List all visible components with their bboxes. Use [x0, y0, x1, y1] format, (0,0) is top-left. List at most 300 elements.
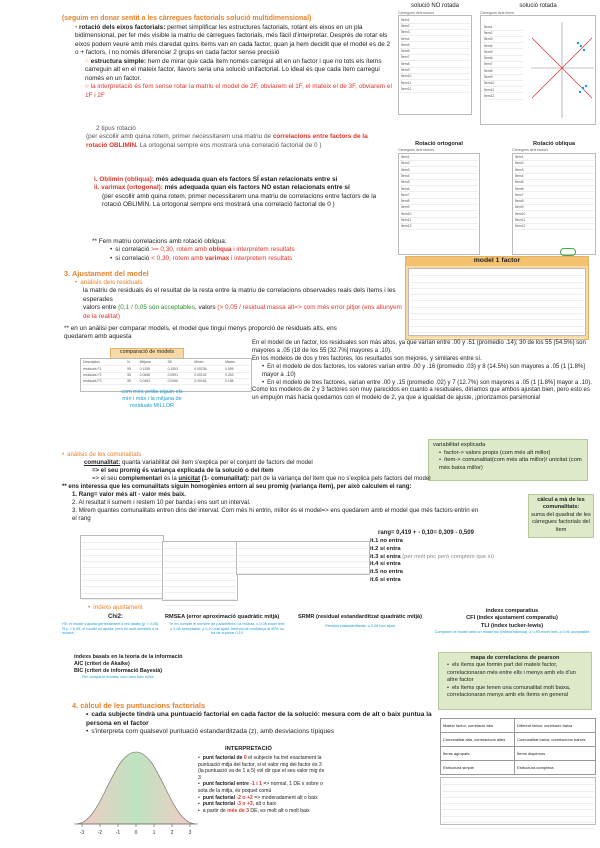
item-label: Ítem1: [514, 155, 574, 161]
point: [583, 49, 585, 51]
si2-c: varimax: [204, 254, 230, 262]
cfi-text: Comparen el model amb un model nul (independència). ≥ 0,95 excel·lent; ≥ 0,90 acceptable: [434, 630, 590, 635]
comunalitats-section: [62, 451, 482, 523]
valors-a: valors entre: [83, 304, 117, 312]
table-cell: Comunalitat alta, correlacions altes: [441, 733, 515, 747]
comunalitats-table: [82, 537, 162, 600]
punt-title: 4. càlcul de les puntuacions factorials: [72, 701, 206, 710]
item-label: Ítem6: [483, 55, 523, 61]
table-cell: [485, 332, 510, 338]
si1-c: obliqua: [208, 246, 232, 254]
table-cell: [290, 568, 316, 574]
table-cell: Diferent factor, correlació baixa: [515, 719, 596, 733]
table-cell: [534, 332, 559, 338]
def-text: quanta variabilitat del ítem s'explica per el conjunt de factors del model: [121, 459, 313, 467]
item-label: Ítem8: [514, 198, 574, 204]
punt-b1: cada subjecte tindrà una puntuació factorial en cada factor de la solució: mesura com de alt o baix puntua la persona en el factor: [86, 711, 432, 727]
table-row: [82, 593, 162, 599]
residus-explanation: [252, 340, 594, 403]
l2e: (1- comunalitat):: [201, 475, 250, 483]
l2f: part de la variança del ítem que no s'explica pels factors del model: [250, 475, 431, 483]
teoria-text: Per comparar models: com més baix millor: [82, 675, 154, 680]
corr-matrix-box: [440, 777, 596, 825]
interp-red: la interpretació és fem sense rotar la matriu el model de 2F, obviarem el 1F, el mateix el de 3F, obviarem el 1F i 2F: [85, 83, 392, 99]
item-label: Ítem9: [400, 67, 453, 73]
tick-label: 1: [152, 830, 156, 836]
si1-d: i interpretem resultats: [233, 246, 295, 254]
corr-grid: [440, 718, 596, 825]
table-cell: residuals F3: [82, 378, 126, 384]
rotada-title: solució rotada: [519, 3, 557, 9]
right-para1: En el model de un factor, los residuales son más altos, ya que varían entre .00 y .51 (promedio .14); 30 de los 55 (54.5%) son mayores a .05 (18 de los 55 [32.7%] mayores a .10).: [252, 340, 586, 354]
table-cell: [109, 593, 136, 599]
oblimin-text: més adequada quan els factors SÍ estan relacionats entre sí: [155, 176, 338, 183]
entra-item: [370, 569, 510, 577]
item-label: Ítem8: [483, 68, 523, 74]
table-row: [238, 568, 368, 574]
table-cell: [316, 568, 342, 574]
item-label: Ítem12: [400, 223, 459, 229]
chi2-label: Chi2:: [108, 614, 123, 620]
column-header: Mínim: [193, 360, 224, 366]
varimax-note: (per escollir amb quina rotem, primer necessitarem una matriu de correlacions entre factors de la rotació OBLIMIN. La ortogonal sempre ens mostrarà una correlació factorial de 0 ): [102, 192, 377, 209]
obliqua-sub: Càrregues dels factors: [512, 148, 549, 153]
comunalitats-table3-box: [236, 541, 370, 575]
table-cell: [182, 599, 200, 605]
item-label: Ítem9: [514, 205, 574, 211]
table-cell: Mateix factor, correlació alta: [441, 719, 515, 733]
fem-text: ** Fem matriu correlacions amb rotació obliqua:: [92, 238, 227, 245]
table-cell: [218, 599, 236, 605]
table-cell: 0.00236: [193, 366, 224, 372]
item-label: Ítem6: [514, 186, 574, 192]
entra-label: it.1 no entra: [370, 538, 403, 544]
table-cell: 0.0591: [167, 372, 194, 378]
table-cell: [342, 568, 368, 574]
table-cell: [543, 823, 568, 829]
table-cell: 0.1553: [167, 366, 194, 372]
no-rotada-title: solució NO rotada: [410, 3, 460, 9]
item-label: Ítem2: [483, 30, 523, 36]
l2a: => el seu: [92, 475, 118, 483]
right-b2: En el modelo de tres factores, varían entre .00 y .15 (promedio .02) y 7 (12.7%) son mayores a .05 (1 [1.8%] mayor a .10).: [267, 379, 592, 386]
table-cell: [509, 332, 534, 338]
fig-ortogonal: [398, 141, 480, 255]
item-label: Ítem10: [514, 211, 574, 217]
mapa-b2: els ítems que tenen una comunalitat molt baixa, correlacionaran menys amb els ítems en general: [447, 684, 571, 698]
comp-table-box: [80, 358, 252, 392]
comp-title: comparació de models: [110, 348, 184, 360]
index-title-row: [88, 604, 143, 612]
srmr-text: Residus estandarditzats. ≤ 0,08 bon ajust: [325, 624, 395, 628]
table-cell: [559, 332, 584, 338]
com-l3: ** ens interessa que les comunalitats siguin homogènies entorn al seu promig (variança ítem), per això calculem el rang:: [62, 483, 412, 491]
table-cell: Ítems agrupats: [441, 747, 515, 761]
item-label: Ítem2: [400, 160, 459, 166]
ortogonal-loadings: [400, 155, 478, 231]
table-cell: [264, 568, 290, 574]
table-cell: [467, 823, 492, 829]
interp-title: INTERPRETACIÓ: [225, 746, 272, 752]
table-cell: 55: [126, 378, 138, 384]
p3a: punt factorial: [202, 794, 236, 801]
right-b1: En el modelo de dos factores, los valores varían entre .00 y .16 (promedio .03) y 8 (14.5%) son mayores a .05 (1 [1.8%] mayor a .10): [262, 363, 585, 378]
table-cell: [584, 223, 594, 229]
mapa-box: [438, 652, 592, 710]
table-cell: Ítems dispersos: [515, 747, 596, 761]
chi2-text: H0: el model s'ajusta perfectament a les dades (p > 0,05). Si p < 0,05, el model no ajusta; però és molt sensible a la mostra: [62, 622, 160, 636]
ortogonal-table: [398, 153, 480, 255]
table-cell: [493, 823, 518, 829]
punt-b2: s'interpreta com qualsevol puntuació estandarditzada (z), amb desviacions típiques: [91, 728, 335, 736]
estructura-title: estructura simple:: [90, 57, 147, 65]
si2-a: si correlació: [115, 254, 150, 262]
table-cell: [435, 332, 460, 338]
bell-curve: [70, 742, 202, 842]
table-cell: 0.263: [224, 372, 250, 378]
ortogonal-sub: Càrregues dels factors: [398, 148, 435, 153]
p5c: DE, es molt alt o molt baix: [250, 807, 310, 814]
fig-obliqua: [512, 141, 596, 255]
item-label: Ítem5: [400, 179, 459, 185]
table-row: [441, 747, 596, 761]
no-rotada-table: [398, 15, 472, 115]
fem-matriu: [92, 238, 392, 263]
item-points: [577, 42, 587, 93]
entra-item: [370, 561, 510, 569]
item-label: Ítem11: [514, 217, 574, 223]
si1-a: si correlació: [115, 246, 150, 254]
p5a: a partir de: [202, 807, 226, 814]
item-label: Ítem6: [400, 48, 453, 54]
table-cell: [200, 599, 218, 605]
variabilitat-b1: factor-> valors propis (com més alt millor): [444, 449, 551, 456]
p1a: punt factorial de: [202, 755, 243, 761]
entra-label: it.6 sí entra: [370, 577, 401, 584]
column-header: Mitjana: [139, 360, 167, 366]
index-title: índexs ajustament: [93, 604, 143, 611]
entra-label: it.2 sí entra: [370, 545, 401, 552]
column-header: DE: [167, 360, 194, 366]
table-row: [164, 599, 236, 605]
model1-title: model 1 factor: [406, 257, 588, 266]
ajustament-title: 3. Ajustament del model: [64, 269, 149, 278]
obliqua-loadings: [514, 155, 594, 231]
tick-label: -2: [97, 830, 103, 836]
interp-list: [198, 755, 328, 814]
p2c: => normal, 1 DE x sobre o sota de la mitja, és poquet comú: [198, 781, 323, 795]
item-label: Ítem3: [483, 36, 523, 42]
p4b: -3 o +3,: [236, 801, 255, 808]
bic-label: BIC (criteri de informació Bayesià): [74, 668, 163, 675]
teoria-block: [74, 654, 234, 680]
si2-b: < 0,30, rotem amb: [151, 254, 204, 262]
top-heading: (seguim en donar sentit a les càrregues factorials solució multidimensional): [62, 15, 312, 22]
tick-label: -1: [115, 830, 121, 836]
comunalitats-table2: [164, 543, 236, 606]
comunalitats-table-box: [80, 535, 164, 599]
ortogonal-title: Rotació ortogonal: [415, 141, 463, 147]
table-cell: [410, 332, 435, 338]
table-cell: 0.0463: [139, 378, 167, 384]
comunalitats-table2-box: [162, 541, 238, 601]
tick-label: 0: [134, 830, 138, 836]
entra-item: [370, 546, 510, 554]
rotacio-title: rotació dels eixos factorials:: [79, 24, 166, 31]
residus-text: la matriu de residuals és el resultat de la resta entre la matriu de correlacions observades reals dels ítems i les esperades: [83, 287, 396, 303]
p1b: 0: [243, 755, 247, 761]
item-label: Ítem12: [483, 93, 523, 99]
varimax-label: ii. varimax (ortogonal):: [94, 184, 163, 192]
item-label: Ítem4: [400, 36, 453, 42]
p1c: el subjecte ha tret exactament la puntuació mitja del factor, si el valor mig del factor és 3 (la puntuació va de 1 a 5) vol dir que el seu valor mig és 3: [198, 755, 325, 781]
fig-rotada: [480, 3, 596, 125]
table-cell: residuals F2: [82, 372, 126, 378]
rotada-labels: [483, 24, 523, 100]
corr-grid-table: [440, 718, 596, 775]
table-cell: 0.00132: [193, 372, 224, 378]
tipus-red: correlacions entre factors de la rotació OBLIMIN.: [86, 133, 368, 149]
varimax-text: més adequada quan els factors NO estan relacionats entre sí: [164, 184, 350, 192]
table-cell: [135, 593, 162, 599]
p2b: -1 i 1: [250, 781, 262, 788]
cfi-label: CFI (índex ajustament comparatiu): [466, 615, 558, 622]
item-label: Ítem1: [400, 155, 459, 161]
fig-no-rotada: [398, 3, 472, 115]
entra-item: [370, 538, 510, 546]
calcul-title: càlcul a mà de les comunalitats:: [537, 497, 585, 511]
variabilitat-b2: ítem-> comunalitat(com més alta millor)/ unicitat (com més baixa millor): [439, 457, 582, 471]
comunalitats-table3: [238, 543, 368, 574]
table-cell: [238, 568, 264, 574]
rotation-axes-plot: [526, 18, 596, 122]
mapa-title: mapa de correlacions de pearson: [470, 655, 560, 661]
model1-table: [410, 270, 584, 339]
com-n1: 1. Rang= valor més alt - valor més baix.: [72, 491, 186, 499]
item-label: Ítem9: [400, 205, 459, 211]
model1-box: [405, 256, 589, 340]
l2c: és la: [163, 475, 177, 483]
item-label: Ítem1: [400, 17, 453, 23]
oblimin-varimax: [94, 176, 394, 210]
highlight-circle: [560, 248, 576, 256]
oblimin-label: i. Oblimin (obliqua):: [94, 176, 154, 183]
table-cell: 0.00164: [193, 378, 224, 384]
comp-table: [82, 360, 250, 385]
table-row: [82, 378, 250, 384]
right-para2: En los modelos de dos y tres factores, los resultados son mejores, y similares entre sí.: [252, 355, 482, 362]
item-label: Ítem7: [514, 192, 574, 198]
item-label: Ítem11: [400, 80, 453, 86]
bell-shape: [76, 752, 196, 824]
comparativa-title: índexs comparatius: [485, 608, 539, 614]
item-label: Ítem6: [400, 186, 459, 192]
calcul-text: suma del quadrat de les càrregues factorials del ítem: [531, 511, 591, 533]
item-label: Ítem10: [400, 211, 459, 217]
aic-label: AIC (criteri de Akaike): [74, 661, 130, 668]
p2a: punt factorial entre: [202, 781, 249, 788]
item-label: Ítem1: [483, 24, 523, 30]
bell-ticks: [80, 824, 192, 836]
table-cell: 0.0466: [167, 378, 194, 384]
com-n3: 3. Mirem quantes comunalitats entren dins del interval. Com més hi entrin, millor és el model=> ens quedarem amb el model que més factors entrin en el rang: [72, 507, 479, 523]
l2b: complementari: [118, 475, 163, 483]
table-cell: Comunalitat baixa, correlacions baixes: [515, 733, 596, 747]
table-cell: 0.1308: [139, 366, 167, 372]
table-cell: [459, 223, 469, 229]
p3b: -2 o +2: [236, 794, 253, 801]
obliqua-table: [512, 153, 596, 255]
model1-table-box: [408, 268, 586, 336]
entra-label: it.5 no entra: [370, 569, 403, 576]
table-cell: [518, 823, 543, 829]
rotacio-section: • rotació dels eixos factorials: permet simplificar les estructures factorials, rotant els eixos en un pla bidimensional, per fer més visible la matriu de càrregues factorials, més fàcil d'interpretar. Després de rotar els eixos podem veure amb més claredat quins ítems van en cada factor, quan ja hem decidit que el model es de 2 o + factors, i no només diferenciar 2 grups en cada factor sense precisió ○ estructura simple: hem de mirar que cada ítem només carregui alt en un factor i que no tots els ítems carreguin alt en el mateix factor, llavors seria una solució unifactorial. Lo ideal és que cada ítem carregui només en un factor. ○ la interpretació és fem sense rotar la matriu el model de 2F, obviarem el 1F, el mateix el de 3F, obviarem el 1F i 2F: [75, 24, 392, 99]
entra-list: [370, 538, 510, 585]
tick-label: 2: [170, 830, 174, 836]
mapa-b1: els ítems que formin part del mateix factor, correlacionaran més entre ells i menys amb els d'un altre factor: [447, 662, 576, 684]
item-label: Ítem7: [483, 62, 523, 68]
item-label: Ítem5: [400, 42, 453, 48]
item-label: Ítem3: [400, 29, 453, 35]
valors-c: valors: [198, 304, 216, 312]
table-cell: [164, 599, 182, 605]
point: [579, 91, 581, 93]
tipus-b: La ortogonal sempre ens mostrarà una correlació factorial de 0 ): [139, 141, 322, 149]
residus-title: anàlisis dels residuals: [80, 279, 143, 286]
rotada-sub: Càrregues dels ítems: [480, 10, 515, 15]
table-cell: [461, 86, 470, 92]
residus-section: [75, 279, 405, 321]
p4c: alt o baix: [255, 801, 276, 808]
table-row: [400, 86, 470, 92]
rotacio-text: permet simplificar les estructures factorials, rotant els eixos en un pla bidimensional, per fer més visible la matriu de càrregues factorials, més fàcil d'interpretar. Després de rotar els eixos podem veure amb més claredat quins ítems van en cada factor, quan ja hem decidit que el model es de 2 o + factors, i no només diferenciar 2 grups en cada factor sense precisió: [75, 24, 391, 57]
entra-item: [370, 577, 510, 585]
tipus-title: 2 tipus rotació: [96, 125, 136, 132]
item-label: Ítem7: [400, 55, 453, 61]
def-label: comunalitat:: [84, 459, 121, 467]
item-label: Ítem8: [400, 198, 459, 204]
table-cell: [460, 332, 485, 338]
item-label: Ítem4: [400, 173, 459, 179]
table-row: [441, 733, 596, 747]
item-label: Ítem7: [400, 192, 459, 198]
valors-d: (> 0,05 / residual massa alt=> com més error pitjor (ens allunyem de la realitat): [83, 304, 402, 320]
column-header: N: [126, 360, 138, 366]
item-label: Ítem4: [514, 173, 574, 179]
table-cell: 0.185: [224, 378, 250, 384]
comp-note: com més petits siguin els mín i màx i la mitjana de residuals MILLOR: [121, 389, 183, 409]
item-label: Ítem5: [514, 179, 574, 185]
p5b: més de 3: [227, 807, 249, 814]
table-cell: 0.595: [224, 366, 250, 372]
tli-label: TLI (índex tucker-lewis): [480, 622, 544, 629]
item-label: Ítem3: [400, 167, 459, 173]
item-label: Ítem4: [483, 43, 523, 49]
item-label: Ítem12: [514, 223, 574, 229]
item-label: Ítem11: [400, 217, 459, 223]
tipus-a: (per escollir amb quina rotem, primer necessitarem una matriu de: [86, 133, 272, 141]
entra-label: it.4 sí entra: [370, 561, 401, 568]
obliqua-title: Rotació obliqua: [533, 141, 575, 147]
table-cell: Estructura complexa: [515, 761, 596, 775]
table-row: [400, 223, 478, 229]
entra-label: it.3 sí entra: [370, 553, 401, 560]
item-label: Ítem11: [483, 87, 523, 93]
table-row: [441, 761, 596, 775]
table-row: [441, 719, 596, 733]
rotada-plot: [480, 15, 596, 125]
p3c: => moderadament alt o baix: [254, 794, 318, 801]
rmsea-label: RMSEA (error aproximació quadràtic mitjà): [165, 614, 280, 620]
rotada-loadings: [483, 24, 523, 100]
entra-item: [370, 554, 510, 562]
variabilitat-title: variabilitat explicada: [433, 442, 486, 448]
entra-note: (per molt poc però comptem que sí): [400, 553, 495, 560]
table-cell: [569, 823, 594, 829]
valors-b: (0,1 / 0,05 són acceptables,: [118, 304, 197, 312]
point: [577, 42, 579, 44]
item-label: Ítem5: [483, 49, 523, 55]
punt-bullets: [86, 711, 436, 737]
si1-b: >= 0,30, rotem amb: [151, 246, 207, 254]
item-label: Ítem2: [400, 23, 453, 29]
entra-items: [370, 538, 510, 585]
column-header: Màxim: [224, 360, 250, 366]
corr-matrix: [442, 779, 594, 829]
point: [580, 45, 582, 47]
table-cell: Estructura simple: [441, 761, 515, 775]
table-cell: residuals F1: [82, 366, 126, 372]
com-l1: => el seu promig és variança explicada de la solució o del ítem: [92, 467, 274, 475]
no-rotada-sub: Càrregues dels factors: [398, 10, 435, 15]
table-cell: [442, 823, 467, 829]
table-cell: [82, 593, 109, 599]
table-row: [514, 223, 594, 229]
com-n2: 2. Al resultat li sumem i restem 10 per banda i ens surt un interval.: [72, 499, 251, 507]
p4a: punt factorial: [202, 801, 236, 808]
item-label: Ítem10: [483, 80, 523, 86]
table-cell: [468, 223, 478, 229]
column-header: Descriptius: [82, 360, 126, 366]
estructura-text: hem de mirar que cada ítem només carregui alt en un factor i que no tots els ítems carreguin alt en el mateix factor, llavors seria una solució unifactorial. Lo ideal és que cada ítem carregui només en un factor.: [85, 57, 382, 82]
comunalitats-title: anàlisis de les comunalitats: [67, 451, 142, 458]
item-label: Ítem10: [400, 73, 453, 79]
table-row: [483, 93, 523, 99]
calcul-box: [528, 494, 594, 538]
tick-label: 3: [188, 830, 192, 836]
table-cell: 55: [126, 372, 138, 378]
table-cell: 55: [126, 366, 138, 372]
table-cell: 0.0658: [139, 372, 167, 378]
table-row: [442, 823, 594, 829]
right-para3: Como los modelos de 2 y 3 factores son muy parecidos en cuanto a residuales, diríamos que ambos ajustan bien, pero esto es un empujón más hacia quedarnos con el modelo de 2, ya que a igualdad de ajuste, ¡priorizamos parsimonia!: [252, 387, 590, 402]
table-cell: [574, 223, 584, 229]
l2d: unicitat: [178, 475, 201, 483]
item-label: Ítem8: [400, 61, 453, 67]
loadings-table: [400, 17, 470, 93]
item-label: Ítem9: [483, 74, 523, 80]
comparativa-block: [432, 608, 592, 635]
si2-d: i interpretem resultats: [230, 254, 293, 262]
srmr-label: SRMR (residual estandarditzat quadràtic mitjà): [298, 614, 423, 620]
item-label: Ítem2: [514, 160, 574, 166]
tick-label: -3: [79, 830, 85, 836]
item-label: Ítem12: [400, 86, 453, 92]
rmsea-text: Té en compte el nombre de paràmetres i la mostra. ≤ 0,05 excel·lent; ≤ 0,08 acceptable; ≥ 0,10 mal ajust. Interval de confiança al 90% no ha de superar 0,10: [168, 622, 286, 636]
compare-text: ** en un anàlisi per comparar models, el model que tingui menys proporció de residuals alts, ens quedarem amb aquesta: [64, 325, 337, 341]
point: [585, 85, 587, 87]
table-cell: [453, 86, 462, 92]
